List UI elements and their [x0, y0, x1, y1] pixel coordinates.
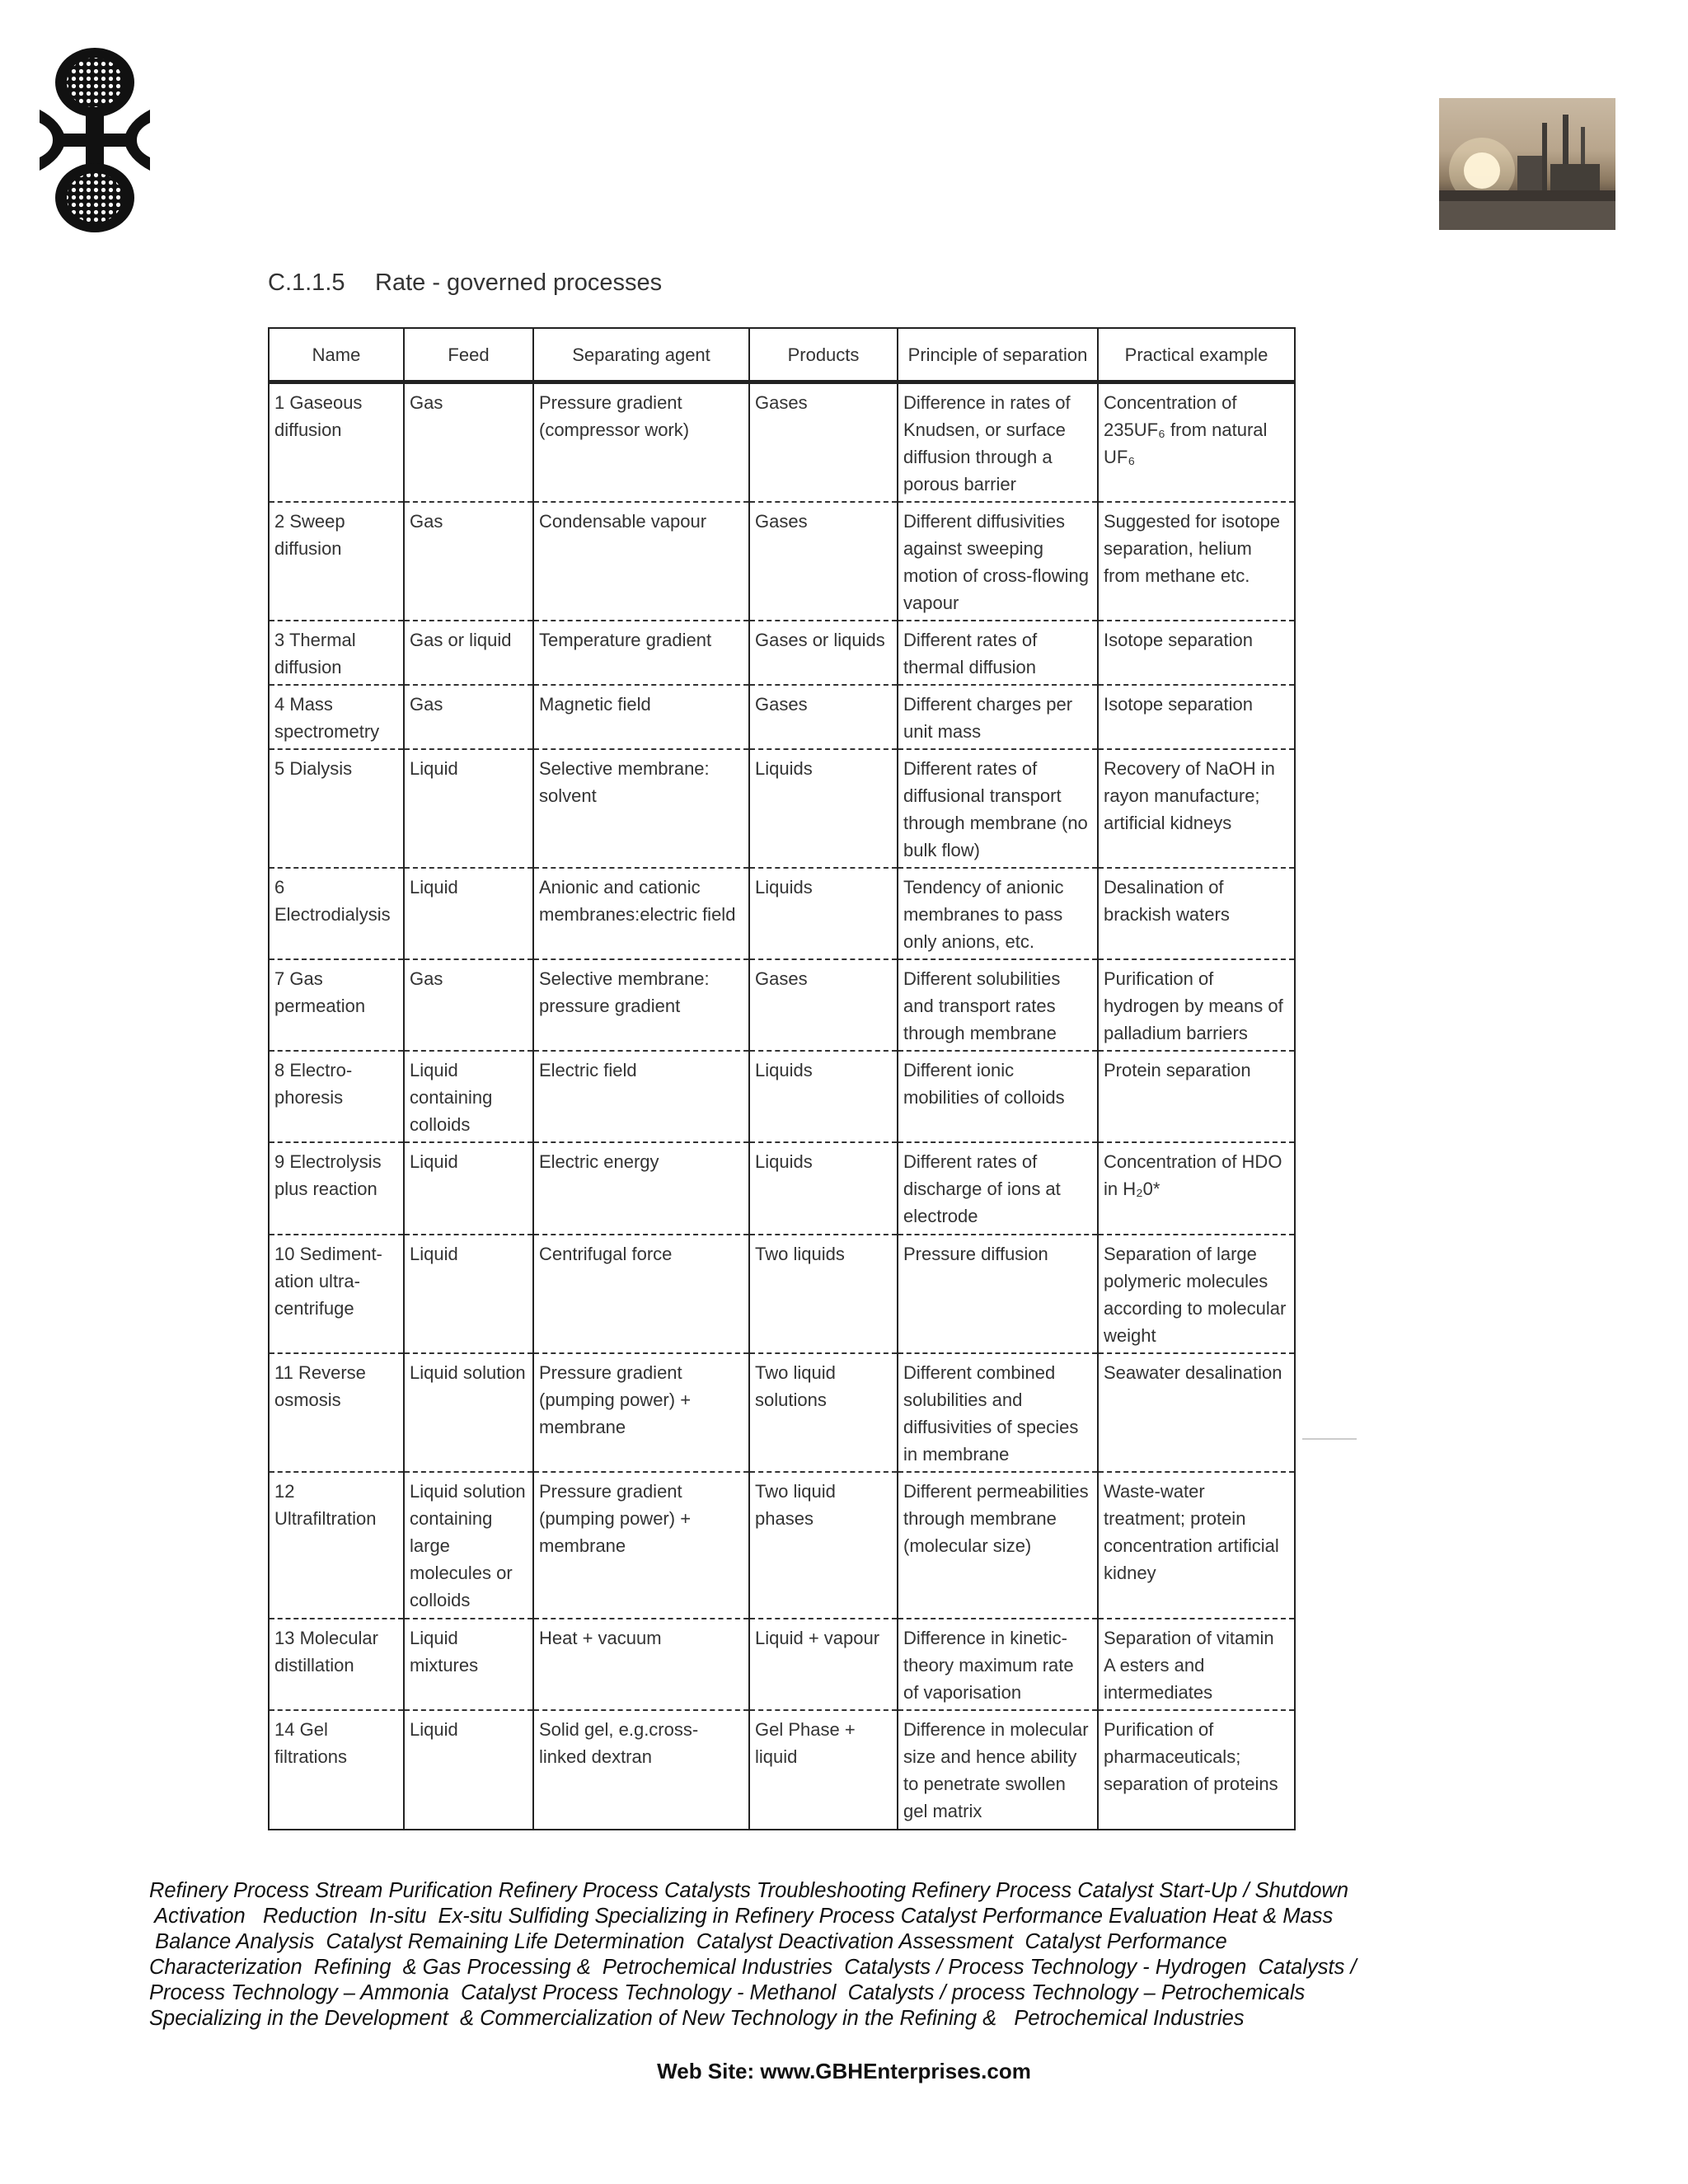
- footer-line: Specializing in the Development & Commercialization of New Technology in the Refining & Petrochemical Industries: [149, 2007, 1245, 2030]
- cell-name: [269, 1051, 404, 1142]
- process-name: Thermal diffusion: [274, 630, 356, 677]
- column-header-name: Name: [269, 328, 404, 382]
- row-number: 13: [274, 1628, 295, 1648]
- row-number: 1: [274, 392, 285, 413]
- table-row: [269, 868, 1295, 959]
- cell-principle: Tendency of anionic membranes to pass only anions, etc.: [898, 868, 1098, 959]
- cell-separating-agent: Selective membrane: solvent: [533, 749, 749, 868]
- cell-separating-agent: Heat + vacuum: [533, 1619, 749, 1710]
- refinery-photo: [1439, 98, 1615, 230]
- cell-example: Desalination of brackish waters: [1098, 868, 1295, 959]
- cell-feed: Liquid: [404, 1235, 533, 1353]
- table-row: [269, 1051, 1295, 1142]
- cell-separating-agent: Electric energy: [533, 1142, 749, 1235]
- cell-name: [269, 1472, 404, 1619]
- row-number: 12: [274, 1481, 295, 1502]
- cell-principle: Different ionic mobilities of colloids: [898, 1051, 1098, 1142]
- cell-products: Liquids: [749, 749, 898, 868]
- cell-example: Seawater desalination: [1098, 1353, 1295, 1472]
- cell-feed: Liquid: [404, 1710, 533, 1830]
- cell-name: [269, 868, 404, 959]
- row-number: 14: [274, 1719, 295, 1740]
- rate-governed-processes-table: [268, 327, 1296, 1830]
- cell-example: Protein separation: [1098, 1051, 1295, 1142]
- row-number: 3: [274, 630, 285, 650]
- table-row: [269, 959, 1295, 1051]
- cell-principle: Difference in molecular size and hence ability to penetrate swollen gel matrix: [898, 1710, 1098, 1830]
- process-name: Sweep diffusion: [274, 511, 345, 559]
- cell-principle: Different rates of thermal diffusion: [898, 621, 1098, 685]
- cell-name: [269, 1619, 404, 1710]
- cell-example: Recovery of NaOH in rayon manufacture; artificial kidneys: [1098, 749, 1295, 868]
- cell-feed: Liquid: [404, 749, 533, 868]
- cell-example: Isotope separation: [1098, 685, 1295, 749]
- cell-name: [269, 621, 404, 685]
- cell-example: Purification of hydrogen by means of palladium barriers: [1098, 959, 1295, 1051]
- table-row: [269, 1710, 1295, 1830]
- cell-feed: Liquid: [404, 1142, 533, 1235]
- cell-feed: Gas: [404, 959, 533, 1051]
- section-number: C.1.1.5: [268, 269, 345, 296]
- row-number: 4: [274, 694, 285, 715]
- row-number: 5: [274, 758, 285, 779]
- process-name: Gel filtrations: [274, 1719, 348, 1767]
- cell-feed: Gas: [404, 502, 533, 621]
- footer-line: Characterization Refining & Gas Processing & Petrochemical Industries Catalysts / Process Technology - Hydrogen Catalysts /: [149, 1956, 1357, 1979]
- cell-products: Two liquid phases: [749, 1472, 898, 1619]
- company-logo: [33, 45, 157, 235]
- row-number: 7: [274, 968, 285, 989]
- cell-products: Gases: [749, 959, 898, 1051]
- cell-products: Gel Phase + liquid: [749, 1710, 898, 1830]
- cell-example: Separation of vitamin A esters and intermediates: [1098, 1619, 1295, 1710]
- footer-line: Process Technology – Ammonia Catalyst Process Technology - Methanol Catalysts / process Technology – Petrochemicals: [149, 1981, 1306, 2004]
- cell-products: Gases: [749, 685, 898, 749]
- cell-separating-agent: Pressure gradient (pumping power) + membrane: [533, 1353, 749, 1472]
- footer-line: Activation Reduction In-situ Ex-situ Sulfiding Specializing in Refinery Process Catalyst Performance Evaluation Heat & Mass: [149, 1905, 1334, 1928]
- cell-principle: Different combined solubilities and diffusivities of species in membrane: [898, 1353, 1098, 1472]
- cell-feed: Liquid containing colloids: [404, 1051, 533, 1142]
- cell-feed: Liquid mixtures: [404, 1619, 533, 1710]
- cell-products: Liquids: [749, 1051, 898, 1142]
- section-title: Rate - governed processes: [375, 269, 663, 296]
- row-number: 8: [274, 1060, 285, 1080]
- cell-name: [269, 685, 404, 749]
- cell-name: [269, 1235, 404, 1353]
- footer-line: Balance Analysis Catalyst Remaining Life Determination Catalyst Deactivation Assessment Catalyst Performance: [149, 1930, 1227, 1953]
- table-row: [269, 685, 1295, 749]
- section-heading: [268, 269, 662, 297]
- cell-products: Gases or liquids: [749, 621, 898, 685]
- column-header-principle: Principle of separation: [898, 328, 1098, 382]
- cell-feed: Gas: [404, 382, 533, 503]
- table-row: [269, 382, 1295, 503]
- cell-name: [269, 502, 404, 621]
- cell-example: Suggested for isotope separation, helium from methane etc.: [1098, 502, 1295, 621]
- website-link[interactable]: Web Site: www.GBHEnterprises.com: [657, 2059, 1031, 2083]
- cell-separating-agent: Selective membrane: pressure gradient: [533, 959, 749, 1051]
- process-name: Dialysis: [289, 758, 353, 779]
- table-row: [269, 749, 1295, 868]
- cell-products: Two liquids: [749, 1235, 898, 1353]
- cell-separating-agent: Electric field: [533, 1051, 749, 1142]
- cell-example: Isotope separation: [1098, 621, 1295, 685]
- cell-feed: Gas or liquid: [404, 621, 533, 685]
- cell-principle: Pressure diffusion: [898, 1235, 1098, 1353]
- table-row: [269, 502, 1295, 621]
- process-name: Molecular distillation: [274, 1628, 378, 1675]
- cell-name: [269, 1353, 404, 1472]
- cell-example: Concentration of HDO in H₂0*: [1098, 1142, 1295, 1235]
- table-header-row: [269, 328, 1295, 382]
- cell-products: Liquids: [749, 1142, 898, 1235]
- cell-principle: Different diffusivities against sweeping motion of cross-flowing vapour: [898, 502, 1098, 621]
- process-name: Gaseous diffusion: [274, 392, 363, 440]
- cell-feed: Liquid solution: [404, 1353, 533, 1472]
- process-name: Reverse osmosis: [274, 1362, 366, 1410]
- cell-name: [269, 1710, 404, 1830]
- cell-principle: Different rates of discharge of ions at electrode: [898, 1142, 1098, 1235]
- cell-separating-agent: Condensable vapour: [533, 502, 749, 621]
- cell-feed: Liquid solution containing large molecules or colloids: [404, 1472, 533, 1619]
- cell-separating-agent: Solid gel, e.g.cross-linked dextran: [533, 1710, 749, 1830]
- cell-name: [269, 382, 404, 503]
- table-row: [269, 1472, 1295, 1619]
- cell-products: Two liquid solutions: [749, 1353, 898, 1472]
- cell-name: [269, 959, 404, 1051]
- process-name: Electrolysis plus reaction: [274, 1151, 382, 1199]
- row-number: 11: [274, 1362, 293, 1383]
- footer-services-text: [149, 1878, 1435, 2032]
- cell-principle: Difference in kinetic-theory maximum rate of vaporisation: [898, 1619, 1098, 1710]
- cell-example: Purification of pharmaceuticals; separation of proteins: [1098, 1710, 1295, 1830]
- cell-products: Liquids: [749, 868, 898, 959]
- row-number: 6: [274, 877, 285, 898]
- cell-separating-agent: Pressure gradient (pumping power) + membrane: [533, 1472, 749, 1619]
- cell-products: Liquid + vapour: [749, 1619, 898, 1710]
- cell-name: [269, 1142, 404, 1235]
- cell-feed: Liquid: [404, 868, 533, 959]
- cell-separating-agent: Centrifugal force: [533, 1235, 749, 1353]
- column-header-separating-agent: Separating agent: [533, 328, 749, 382]
- row-number: 9: [274, 1151, 285, 1172]
- column-header-products: Products: [749, 328, 898, 382]
- table-row: [269, 621, 1295, 685]
- cell-principle: Different rates of diffusional transport through membrane (no bulk flow): [898, 749, 1098, 868]
- column-header-example: Practical example: [1098, 328, 1295, 382]
- cell-separating-agent: Anionic and cationic membranes:electric field: [533, 868, 749, 959]
- cell-principle: Difference in rates of Knudsen, or surface diffusion through a porous barrier: [898, 382, 1098, 503]
- table-row: [269, 1235, 1295, 1353]
- process-name: Sediment-ation ultra-centrifuge: [274, 1244, 382, 1319]
- process-name: Ultrafiltration: [274, 1508, 377, 1529]
- cell-separating-agent: Pressure gradient (compressor work): [533, 382, 749, 503]
- cell-example: Separation of large polymeric molecules according to molecular weight: [1098, 1235, 1295, 1353]
- row-number: 2: [274, 511, 285, 532]
- cell-feed: Gas: [404, 685, 533, 749]
- table-row: [269, 1353, 1295, 1472]
- table-row: [269, 1619, 1295, 1710]
- cell-principle: Different charges per unit mass: [898, 685, 1098, 749]
- process-name: Electro-phoresis: [274, 1060, 353, 1108]
- footer-line: Refinery Process Stream Purification Refinery Process Catalysts Troubleshooting Refinery Process Catalyst Start-Up / Shutdown: [149, 1879, 1349, 1902]
- cell-separating-agent: Temperature gradient: [533, 621, 749, 685]
- row-number: 10: [274, 1244, 295, 1264]
- cell-separating-agent: Magnetic field: [533, 685, 749, 749]
- process-name: Electrodialysis: [274, 904, 391, 925]
- table-row: [269, 1142, 1295, 1235]
- cell-products: Gases: [749, 382, 898, 503]
- cell-principle: Different permeabilities through membrane (molecular size): [898, 1472, 1098, 1619]
- cell-principle: Different solubilities and transport rates through membrane: [898, 959, 1098, 1051]
- cell-example: Concentration of 235UF₆ from natural UF₆: [1098, 382, 1295, 503]
- process-name: Gas permeation: [274, 968, 366, 1016]
- process-name: Mass spectrometry: [274, 694, 380, 742]
- cell-example: Waste-water treatment; protein concentration artificial kidney: [1098, 1472, 1295, 1619]
- cell-name: [269, 749, 404, 868]
- cell-products: Gases: [749, 502, 898, 621]
- column-header-feed: Feed: [404, 328, 533, 382]
- margin-mark: [1302, 1438, 1357, 1440]
